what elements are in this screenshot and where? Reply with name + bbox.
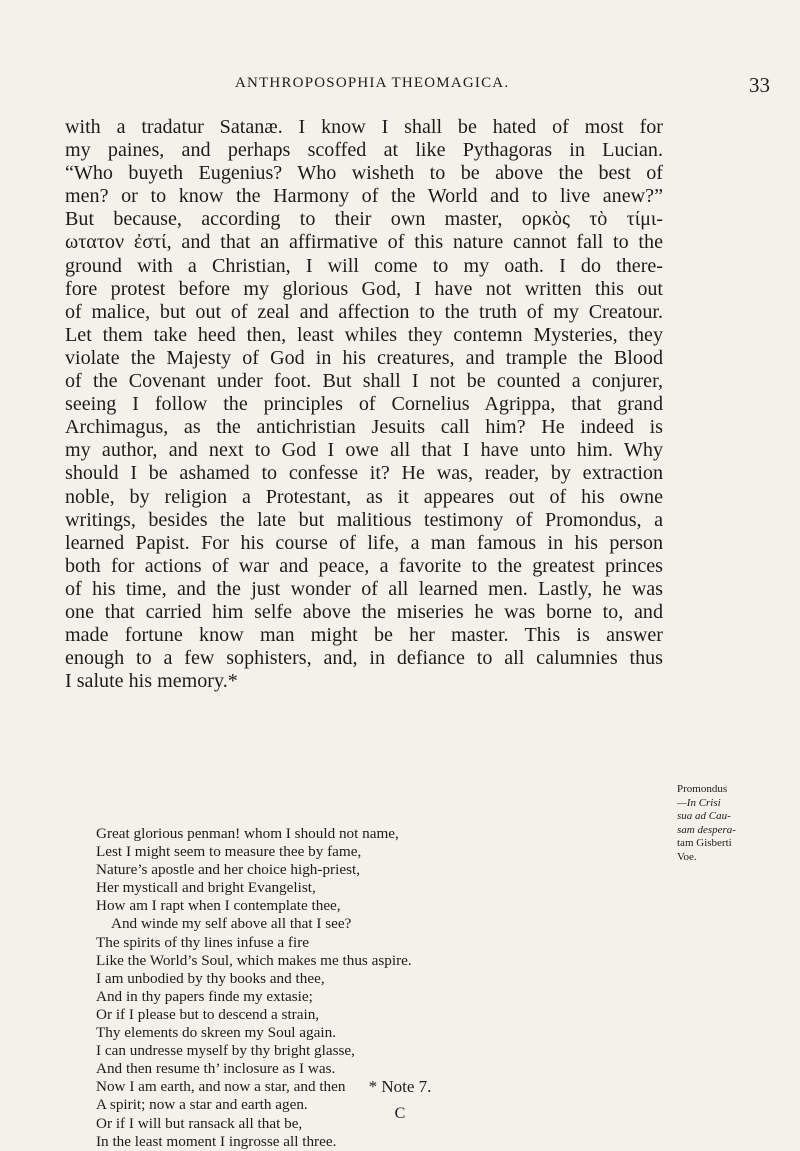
body-line: ωτατον ἐστί, and that an affirmative of this nature cannot fall to the <box>65 231 663 254</box>
poem-line: Or if I please but to descend a strain, <box>96 1005 320 1023</box>
body-line: noble, by religion a Protestant, as it appeares out of his owne <box>65 485 663 508</box>
body-line: one that carried him selfe above the miseries he was borne to, and <box>65 600 663 623</box>
poem-line: Or if I will but ransack all that be, <box>96 1114 303 1132</box>
body-line: my author, and next to God I owe all that I have unto him. Why <box>65 439 663 462</box>
poem-line: Nature’s apostle and her choice high-priest, <box>96 861 361 879</box>
body-line: learned Papist. For his course of life, a man famous in his person <box>65 531 663 554</box>
poem-line: Her mysticall and bright Evangelist, <box>96 879 316 897</box>
margin-note-line: Promondus <box>677 783 728 795</box>
body-line: of malice, but out of zeal and affection to the truth of my Creatour. <box>65 300 663 323</box>
body-line: Let them take heed then, least whiles they contemn Mysteries, they <box>65 323 663 346</box>
poem-line: A spirit; now a star and earth agen. <box>96 1096 308 1114</box>
body-line: “Who buyeth Eugenius? Who wisheth to be above the best of <box>65 162 663 185</box>
signature-mark: C <box>394 1105 406 1122</box>
body-line: my paines, and perhaps scoffed at like Pythagoras in Lucian. <box>65 139 663 162</box>
footnote-reference: * Note 7. <box>368 1077 432 1096</box>
body-line: Archimagus, as the antichristian Jesuits call him? He indeed is <box>65 416 663 439</box>
poem-line: The spirits of thy lines infuse a fire <box>96 933 309 951</box>
body-line: violate the Majesty of God in his creatures, and trample the Blood <box>65 346 663 369</box>
poem <box>96 825 616 1151</box>
poem-line: And in thy papers finde my extasie; <box>96 987 313 1005</box>
body-line: both for actions of war and peace, a favorite to the greatest princes <box>65 554 663 577</box>
body-line: ground with a Christian, I will come to my oath. I do there- <box>65 254 663 277</box>
main-paragraph <box>65 116 663 693</box>
margin-note-line: Voe. <box>677 850 697 863</box>
running-title: ANTHROPOSOPHIA THEOMAGICA. <box>235 75 510 91</box>
poem-line: I am unbodied by thy books and thee, <box>96 969 325 987</box>
poem-line: I can undresse myself by thy bright glasse, <box>96 1042 355 1060</box>
margin-note-line: sam despera- <box>677 823 736 836</box>
margin-note <box>677 783 773 865</box>
poem-line: Now I am earth, and now a star, and then <box>96 1078 346 1096</box>
body-line: should I be ashamed to confesse it? He was, reader, by extraction <box>65 462 663 485</box>
body-line: made fortune know man might be her master. This is answer <box>65 624 663 647</box>
poem-line: And winde my self above all that I see? <box>111 915 352 933</box>
poem-line: Thy elements do skreen my Soul again. <box>96 1024 336 1042</box>
body-line: writings, besides the late but malitious testimony of Promondus, a <box>65 508 663 531</box>
poem-line: And then resume th’ inclosure as I was. <box>96 1060 336 1078</box>
body-line: But because, according to their own master, ορκὸς τὸ τίμι- <box>65 208 663 231</box>
body-line: I salute his memory.* <box>65 670 238 693</box>
poem-line: Great glorious penman! whom I should not name, <box>96 825 399 842</box>
body-line: enough to a few sophisters, and, in defiance to all calumnies thus <box>65 647 663 670</box>
margin-note-line: sua ad Cau- <box>677 810 731 823</box>
body-line: seeing I follow the principles of Cornelius Agrippa, that grand <box>65 393 663 416</box>
poem-line: Like the World’s Soul, which makes me thus aspire. <box>96 951 412 969</box>
poem-line: In the least moment I ingrosse all three. <box>96 1132 337 1150</box>
margin-note-line: tam Gisberti <box>677 837 732 850</box>
body-line: of his time, and the just wonder of all learned men. Lastly, he was <box>65 577 663 600</box>
body-line: fore protest before my glorious God, I have not written this out <box>65 277 663 300</box>
poem-line: Lest I might seem to measure thee by fame, <box>96 843 362 861</box>
page-number: 33 <box>749 73 770 97</box>
body-line: of the Covenant under foot. But shall I not be counted a conjurer, <box>65 370 663 393</box>
body-line: men? or to know the Harmony of the World and to live anew?” <box>65 185 663 208</box>
poem-line: How am I rapt when I contemplate thee, <box>96 897 341 915</box>
body-line: with a tradatur Satanæ. I know I shall be hated of most for <box>65 116 663 138</box>
margin-note-line: —In Crisi <box>677 796 721 809</box>
